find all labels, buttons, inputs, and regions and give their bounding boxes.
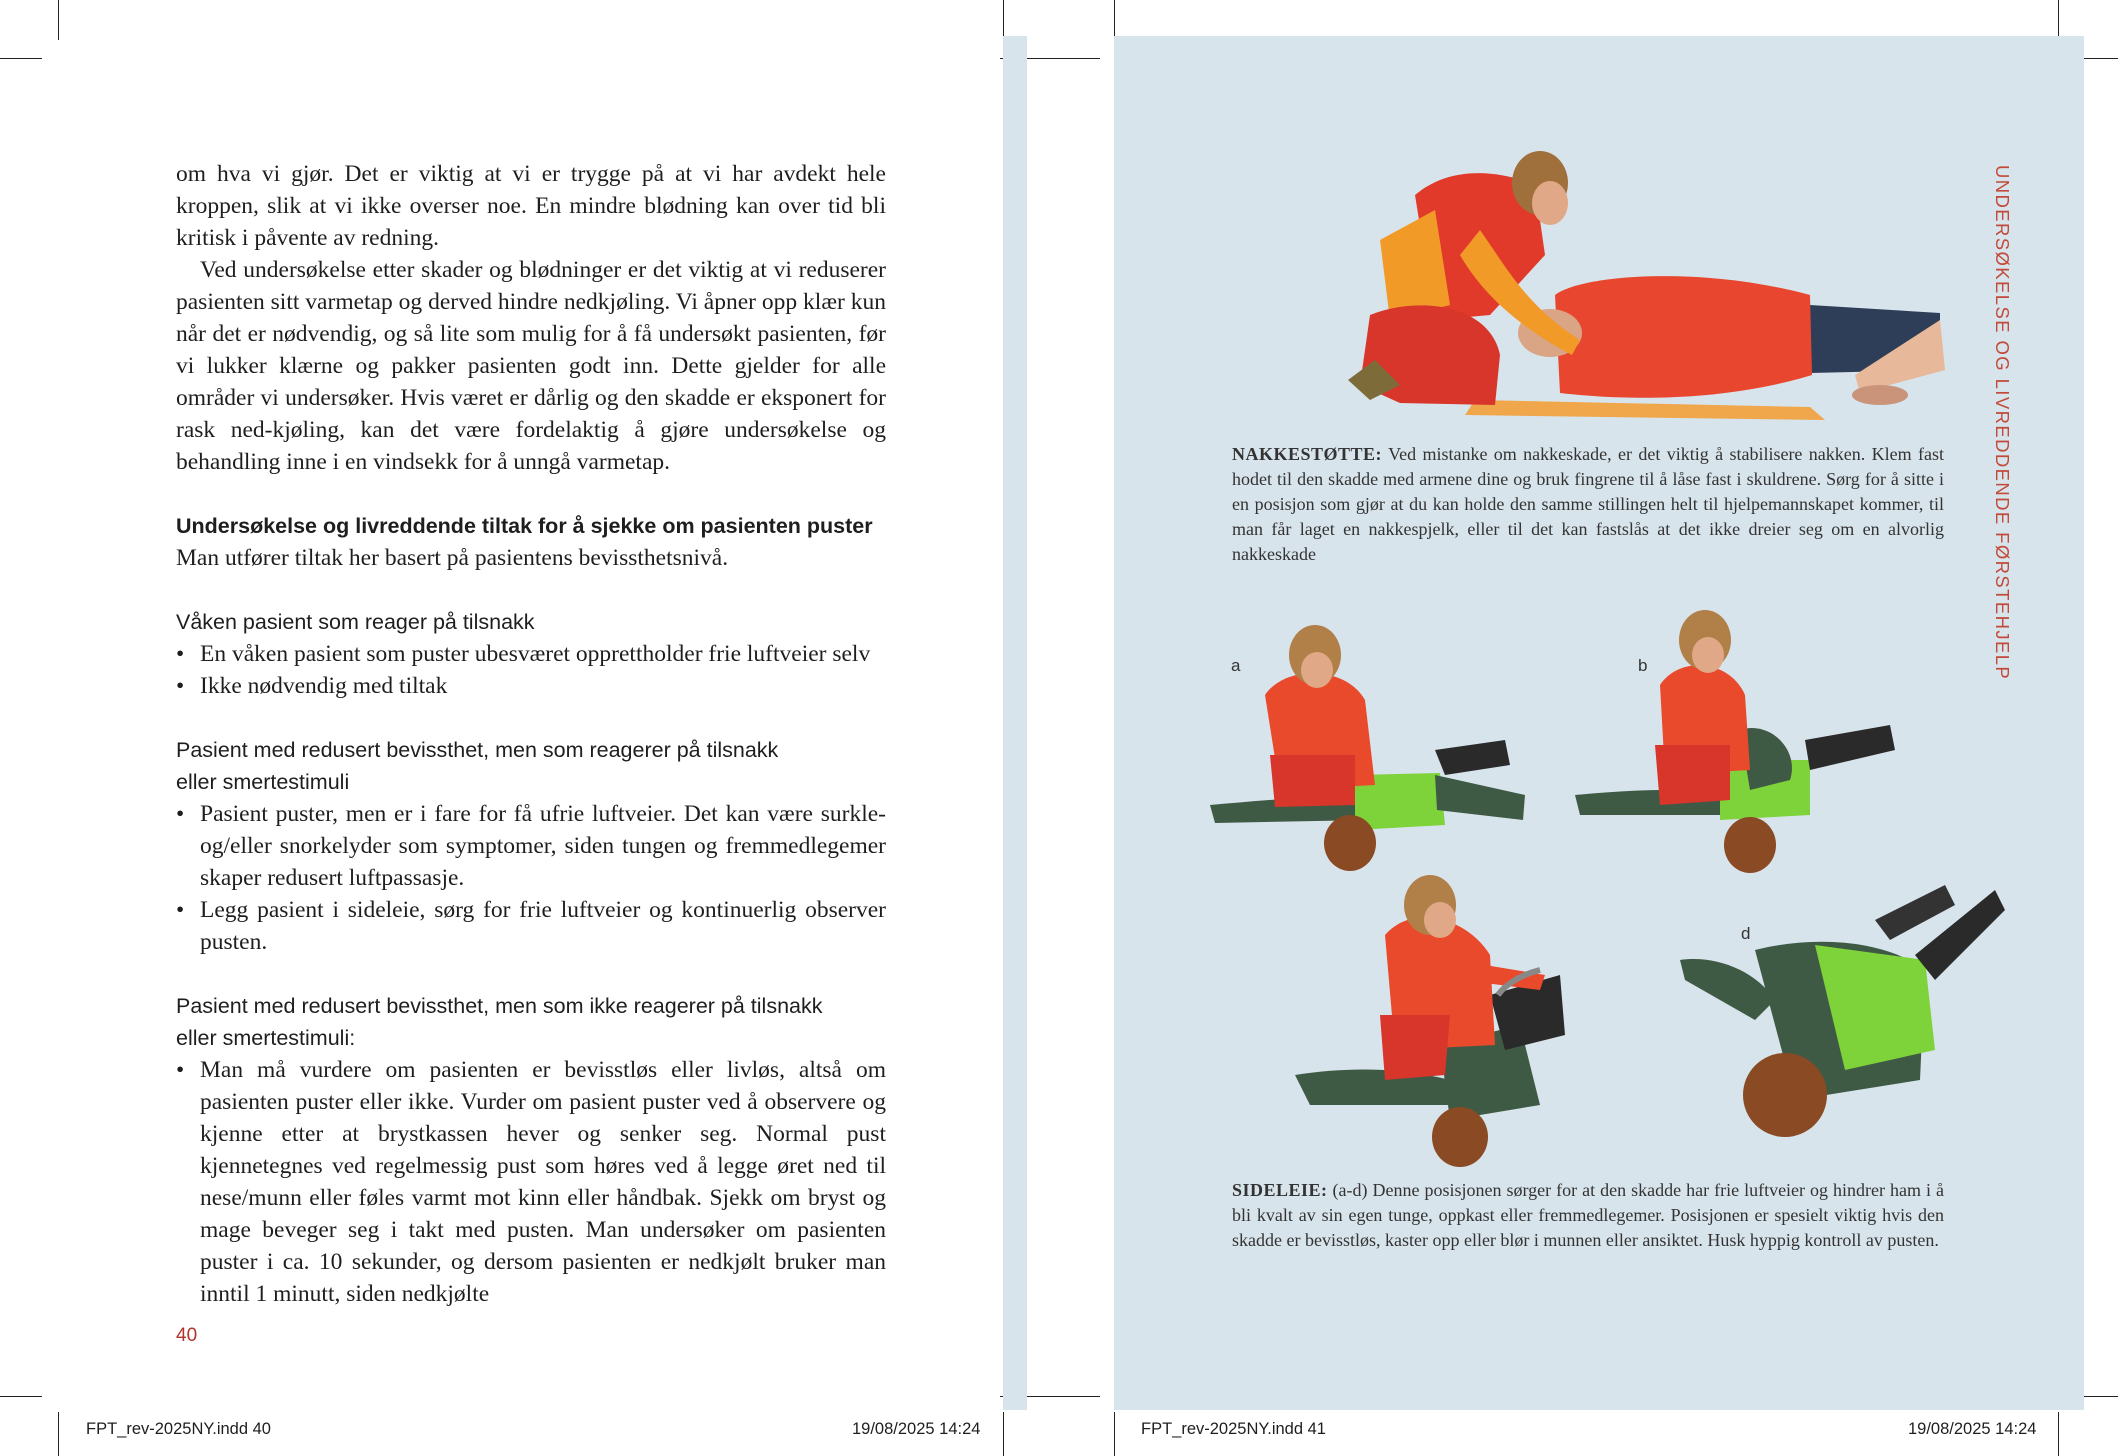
helper-pants	[1270, 755, 1355, 807]
patient-head	[1324, 815, 1376, 871]
left-page	[0, 0, 1003, 1456]
caption-text: Ved mistanke om nakkeskade, er det viktig å stabilisere nakken. Klem fast hodet til den skadde med armene dine og bruk fingrene til å låse fast i skuldrene. Sørg for å sitte i en posisjon som gjør at du kan holde den samme stillingen helt til hjelpemannskapet kommer, til man får laget en nakkespjelk, eller til det kan fastslås at det ikke dreier seg om en alvorlig nakkeskade	[1232, 444, 1944, 564]
section-intro: Man utfører tiltak her basert på pasientens bevissthetsnivå.	[176, 545, 729, 571]
vertical-title	[1985, 165, 2021, 681]
caption-recovery-position	[1232, 1178, 1944, 1253]
subheading	[176, 734, 886, 798]
helper-pants	[1380, 1015, 1450, 1080]
paragraph: Ved undersøkelse etter skader og blødninger er det viktig at vi reduserer pasienten sitt varmetap og derved hindre nedkjøling. Vi åpner opp klær kun når det er nødvendig, og så lite som mulig for å få undersøkt pasienten, før vi lukker klærne og pakker pasienten godt inn. Dette gjelder for alle områder vi undersøker. Hvis været er dårlig og den skadde er eksponert for rask ned-kjøling, kan det være fordelaktig å gjøre undersøkelse og behandling inne i en vindsekk for å unngå varmetap.	[176, 257, 886, 475]
slug-file: FPT_rev-2025NY.indd 41	[1141, 1420, 1326, 1438]
patient-head	[1432, 1107, 1488, 1167]
caption-label: NAKKESTØTTE:	[1232, 444, 1383, 464]
crop-mark	[1114, 1412, 1115, 1456]
caption-label: SIDELEIE:	[1232, 1180, 1328, 1200]
crop-mark	[2058, 1412, 2059, 1456]
recovery-step-b-photo	[1570, 610, 1900, 880]
step-label-d: d	[1741, 924, 1751, 943]
subheading-line: eller smertestimuli:	[176, 1026, 356, 1050]
step-label-b: b	[1638, 656, 1648, 675]
subheading: Våken pasient som reager på tilsnakk	[176, 610, 535, 634]
patient-arm	[1435, 775, 1525, 820]
subheading-line: eller smertestimuli	[176, 770, 350, 794]
helper-face	[1692, 637, 1724, 673]
patient-leg	[1875, 885, 1955, 940]
patient-head	[1724, 817, 1776, 873]
neck-support-photo	[1340, 145, 1950, 420]
recovery-step-a-photo	[1205, 625, 1535, 885]
body-text	[176, 158, 886, 1310]
bullet-list	[176, 1054, 886, 1310]
list-item: • Pasient puster, men er i fare for få ufrie luftveier. Det kan være surkle- og/eller snorkelyder som symptomer, siden tungen og fremmedlegemer skaper redusert luftpassasje.	[176, 798, 886, 894]
slug-file: FPT_rev-2025NY.indd 40	[86, 1420, 271, 1438]
spine-band	[1003, 36, 1027, 1410]
crop-mark	[1114, 0, 1115, 40]
section-heading: Undersøkelse og livreddende tiltak for å sjekke om pasienten puster	[176, 514, 873, 538]
patient-legs	[1435, 740, 1510, 775]
list-item: • Legg pasient i sideleie, sørg for frie luftveier og kontinuerlig observer pusten.	[176, 894, 886, 958]
bullet-list	[176, 798, 886, 958]
paragraph: om hva vi gjør. Det er viktig at vi er trygge på at vi har avdekt hele kroppen, slik at vi ikke overser noe. En mindre blødning kan over tid bli kritisk i påvente av redning.	[176, 161, 886, 251]
recovery-step-d-photo	[1675, 880, 2005, 1170]
patient-head	[1743, 1053, 1827, 1137]
patient-feet	[1852, 385, 1908, 405]
vertical-title-text: UNDERSØKELSE OG LIVREDDENDE FØRSTEHJELP	[1992, 165, 2013, 681]
slug-date: 19/08/2025 14:24	[852, 1420, 981, 1438]
list-item: • Ikke nødvendig med tiltak	[176, 670, 886, 702]
crop-mark	[2058, 0, 2059, 40]
caption-neck-support	[1232, 442, 1944, 567]
helper-face	[1532, 181, 1568, 225]
patient-jacket	[1555, 276, 1812, 398]
helper-face	[1424, 902, 1456, 938]
subheading-line: Pasient med redusert bevissthet, men som ikke reagerer på tilsnakk	[176, 994, 823, 1018]
subheading-line: Pasient med redusert bevissthet, men som reagerer på tilsnakk	[176, 738, 779, 762]
patient-legs	[1805, 725, 1895, 770]
subheading	[176, 990, 886, 1054]
list-item: • Man må vurdere om pasienten er bevisstløs eller livløs, altså om pasienten puster eller ikke. Vurder om pasient puster ved å observere og kjenne etter at brystkassen hever og senker seg. Normal pust kjennetegnes ved regelmessig pust som høres ved å legge øret ned til nese/munn eller føles varmt mot kinn eller håndbak. Sjekk om bryst og mage beveger seg i takt med pusten. Man undersøker om pasienten puster i ca. 10 sekunder, og dersom pasienten er nedkjølt bruker man inntil 1 minutt, siden nedkjølte	[176, 1054, 886, 1310]
page-number: 40	[176, 1325, 198, 1346]
recovery-step-c-photo	[1290, 875, 1620, 1175]
slug-date: 19/08/2025 14:24	[1908, 1420, 2037, 1438]
caption-text: (a-d) Denne posisjonen sørger for at den skadde har frie luftveier og hindrer ham i å bli kvalt av sin egen tunge, oppkast eller fremmedlegemer. Posisjonen er spesielt viktig hvis den skadde er bevisstløs, kaster opp eller blør i munnen eller ansiktet. Husk hyppig kontroll av pusten.	[1232, 1180, 1944, 1250]
step-label-a: a	[1231, 656, 1241, 675]
crop-mark	[1003, 0, 1004, 40]
mat	[1465, 400, 1825, 420]
bullet-list	[176, 638, 886, 702]
crop-mark	[1003, 1412, 1004, 1456]
helper-face	[1301, 652, 1333, 688]
helper-pants	[1655, 745, 1730, 805]
list-item: • En våken pasient som puster ubesværet opprettholder frie luftveier selv	[176, 638, 886, 670]
